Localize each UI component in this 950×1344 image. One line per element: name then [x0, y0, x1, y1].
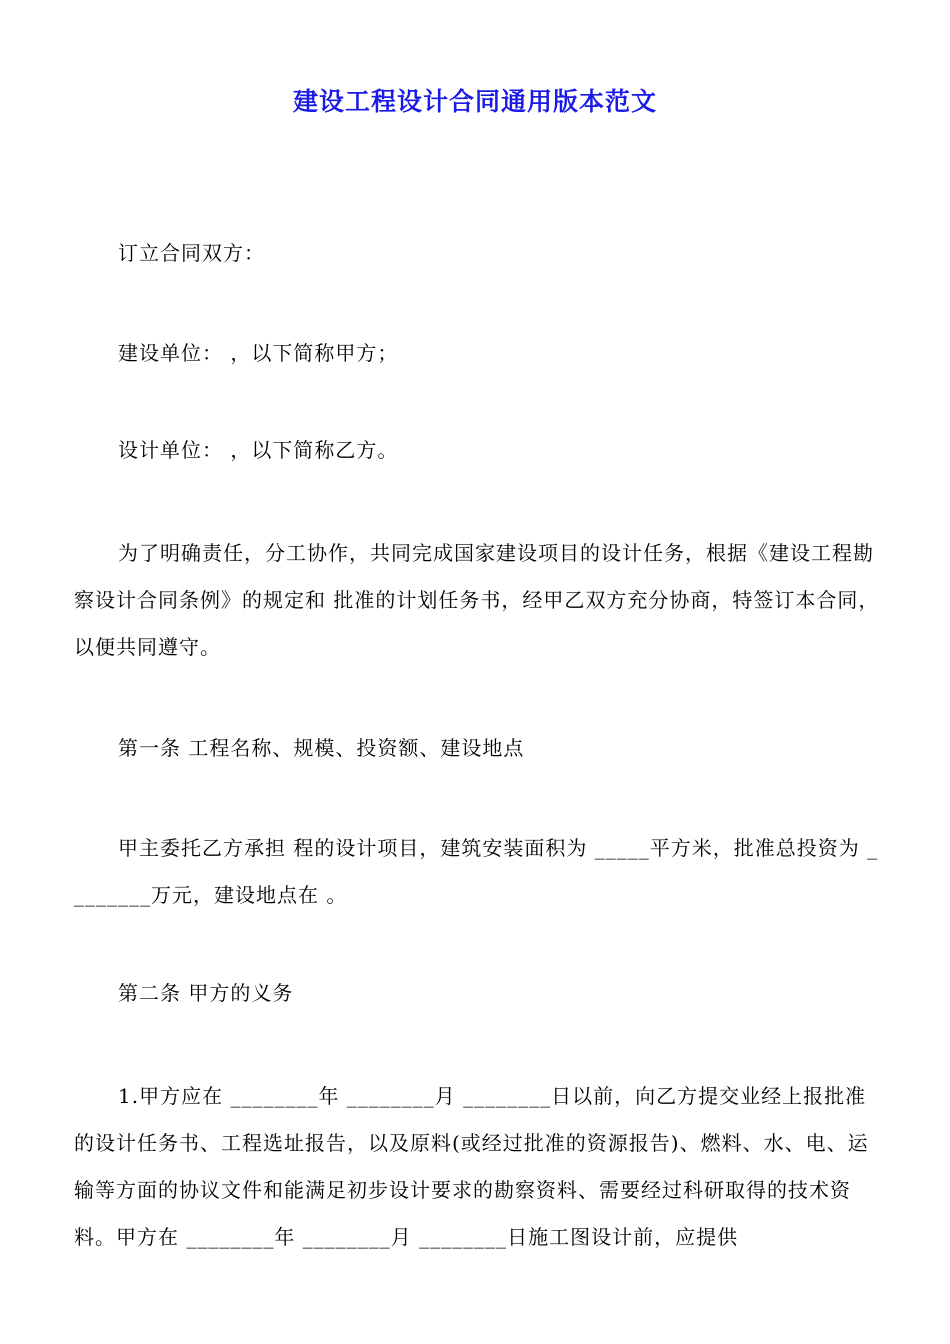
article-two-item-1: 1.甲方应在 ________年 ________月 ________日以前，向乙方提交业经上报批准的设计任务书、工程选址报告，以及原料(或经过批准的资源报告)、燃料、水、电、运输等方面的协议文件和能满足初步设计要求的勘察资料、需要经过科研取得的技术资料。甲方在 ________年 ________月 ________日施工图设计前，应提供 [74, 1084, 869, 1249]
preamble-paragraph: 为了明确责任，分工协作，共同完成国家建设项目的设计任务，根据《建设工程勘察设计合同条例》的规定和 批准的计划任务书，经甲乙双方充分协商，特签订本合同，以便共同遵守。 [74, 541, 880, 659]
contract-parties-heading: 订立合同双方： [118, 241, 265, 265]
article-two-heading: 第二条 甲方的义务 [118, 981, 294, 1005]
article-one-heading: 第一条 工程名称、规模、投资额、建设地点 [118, 736, 525, 760]
construction-unit-line: 建设单位： ，以下简称甲方； [118, 341, 399, 365]
design-unit-line: 设计单位： ，以下简称乙方。 [118, 438, 399, 462]
article-one-body: 甲主委托乙方承担 程的设计项目，建筑安装面积为 _____平方米，批准总投资为 ________万元，建设地点在 。 [74, 836, 879, 907]
document-title: 建设工程设计合同通用版本范文 [292, 87, 657, 116]
